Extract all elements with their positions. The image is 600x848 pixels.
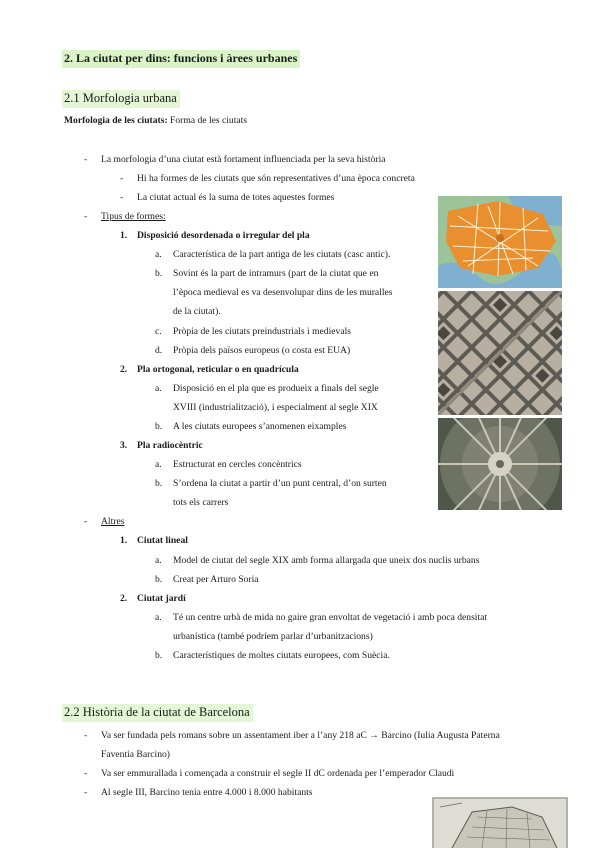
item-letter: a. bbox=[155, 555, 162, 566]
definition-line bbox=[64, 115, 247, 127]
item-text: Té un centre urbà de mida no gaire gran envoltat de vegetació i amb poca densitat bbox=[173, 612, 488, 623]
intro-sub-item: Hi ha formes de les ciutats que són representatives d’una època concreta bbox=[137, 173, 415, 184]
item-letter: d. bbox=[155, 345, 163, 356]
item-text: l’època medieval es va desenvolupar dins de les muralles bbox=[173, 287, 393, 298]
type-number: 2. bbox=[120, 593, 128, 604]
type-number: 1. bbox=[120, 535, 128, 546]
intro-text: La morfologia d’una ciutat està fortament influenciada per la seva història bbox=[101, 154, 386, 165]
item-text: XVIII (industrialització), i especialment al segle XIX bbox=[173, 402, 378, 413]
type-name: Disposició desordenada o irregular del pla bbox=[137, 230, 310, 241]
item-letter: b. bbox=[155, 421, 163, 432]
history-text: Al segle III, Barcino tenia entre 4.000 i 8.000 habitants bbox=[101, 787, 313, 798]
section-heading-barcelona: 2.2 Història de la ciutat de Barcelona bbox=[62, 704, 253, 722]
definition-term: Morfologia de les ciutats: bbox=[64, 115, 168, 126]
historic-barcino-map-image bbox=[432, 797, 568, 848]
history-text: Va ser fundada pels romans sobre un assentament iber a l’any 218 aC → Barcino (Iulia Augusta Paterna bbox=[101, 730, 500, 741]
item-text: Característica de la part antiga de les ciutats (casc antic). bbox=[173, 249, 391, 260]
type-name: Ciutat jardí bbox=[137, 593, 186, 604]
bullet-dash: - bbox=[84, 768, 88, 779]
bullet-dash: - bbox=[120, 192, 124, 203]
bullet-dash: - bbox=[84, 730, 88, 741]
item-letter: a. bbox=[155, 612, 162, 623]
page-title: 2. La ciutat per dins: funcions i àrees urbanes bbox=[62, 50, 300, 68]
item-letter: c. bbox=[155, 326, 162, 337]
irregular-city-map-image bbox=[438, 196, 562, 288]
bullet-dash: - bbox=[120, 173, 124, 184]
item-letter: a. bbox=[155, 383, 162, 394]
orthogonal-grid-aerial-image bbox=[438, 291, 562, 415]
item-letter: a. bbox=[155, 459, 162, 470]
item-text: Pròpia dels països europeus (o costa est EUA) bbox=[173, 345, 351, 356]
item-text: Característiques de moltes ciutats europees, com Suècia. bbox=[173, 650, 390, 661]
item-text: Estructurat en cercles concèntrics bbox=[173, 459, 302, 470]
item-text: Disposició en el pla que es produeix a finals del segle bbox=[173, 383, 379, 394]
item-letter: b. bbox=[155, 574, 163, 585]
type-number: 3. bbox=[120, 440, 128, 451]
item-text: Sovint és la part de intramurs (part de la ciutat que en bbox=[173, 268, 379, 279]
item-text: tots els carrers bbox=[173, 497, 229, 508]
type-number: 2. bbox=[120, 364, 128, 375]
bullet-dash: - bbox=[84, 787, 88, 798]
bullet-dash: - bbox=[84, 211, 88, 222]
item-letter: a. bbox=[155, 249, 162, 260]
item-letter: b. bbox=[155, 478, 163, 489]
item-letter: b. bbox=[155, 650, 163, 661]
radiocentric-aerial-image bbox=[438, 418, 562, 510]
intro-sub-item: La ciutat actual és la suma de totes aquestes formes bbox=[137, 192, 335, 203]
section-heading-morphology: 2.1 Morfologia urbana bbox=[62, 90, 180, 108]
type-name: Pla radiocèntric bbox=[137, 440, 203, 451]
type-number: 1. bbox=[120, 230, 128, 241]
others-label: Altres bbox=[101, 516, 125, 527]
item-text: Pròpia de les ciutats preindustrials i medievals bbox=[173, 326, 351, 337]
types-label: Tipus de formes: bbox=[101, 211, 166, 222]
definition-text: Forma de les ciutats bbox=[167, 115, 248, 126]
type-name: Pla ortogonal, reticular o en quadrícula bbox=[137, 364, 299, 375]
item-text: Creat per Arturo Soria bbox=[173, 574, 259, 585]
item-text: A les ciutats europees s’anomenen eixamples bbox=[173, 421, 347, 432]
item-text: Model de ciutat del segle XIX amb forma allargada que uneix dos nuclis urbans bbox=[173, 555, 480, 566]
bullet-dash: - bbox=[84, 516, 88, 527]
history-text: Faventia Barcino) bbox=[101, 749, 170, 760]
item-letter: b. bbox=[155, 268, 163, 279]
item-text: urbanística (també podríem parlar d’urbanitzacions) bbox=[173, 631, 373, 642]
type-name: Ciutat lineal bbox=[137, 535, 188, 546]
history-text: Va ser emmurallada i començada a construir el segle II dC ordenada per l’emperador Claudi bbox=[101, 768, 455, 779]
item-text: de la ciutat). bbox=[173, 306, 221, 317]
item-text: S’ordena la ciutat a partir d’un punt central, d’on surten bbox=[173, 478, 387, 489]
bullet-dash: - bbox=[84, 154, 88, 165]
